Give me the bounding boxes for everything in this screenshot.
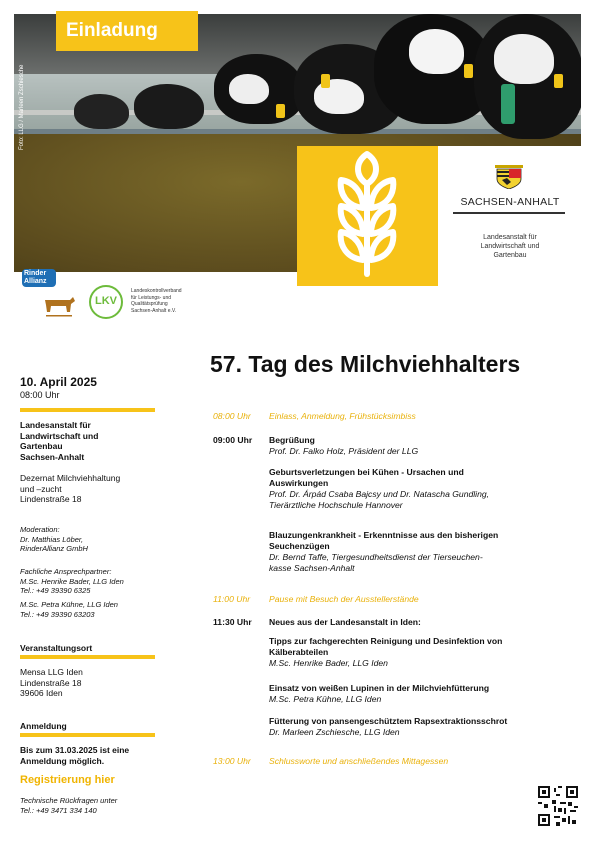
department: Dezernat Milchviehhaltung und –zucht Lindenstraße 18: [20, 473, 121, 504]
qr-code-icon[interactable]: [538, 786, 578, 826]
event-time: 08:00 Uhr: [20, 390, 60, 400]
divider: [453, 212, 565, 214]
state-name: SACHSEN-ANHALT: [460, 196, 560, 208]
invitation-tag: Einladung: [56, 11, 198, 51]
rinderallianz-logo: Rinder Allianz: [22, 269, 56, 287]
tech-contact: Technische Rückfragen unter Tel.: +49 3471 334 140: [20, 796, 118, 815]
cow-icon: [42, 292, 76, 320]
moderation: Moderation: Dr. Matthias Löber, RinderAllianz GmbH: [20, 525, 88, 553]
wheat-icon: [297, 146, 438, 286]
event-date: 10. April 2025: [20, 375, 97, 389]
lkv-logo: LKV: [89, 285, 123, 319]
page-title: 57. Tag des Milchviehhalters: [210, 351, 521, 377]
venue-heading: Veranstaltungsort: [20, 643, 93, 653]
sachsen-anhalt-crest-icon: [494, 165, 524, 189]
organizer: Landesanstalt für Landwirtschaft und Gartenbau Sachsen-Anhalt: [20, 420, 99, 462]
agency-name: Landesanstalt für Landwirtschaft und Gartenbau: [480, 234, 540, 259]
photo-credit: Foto: LLG / Marleen Zschiesche: [19, 64, 25, 150]
venue-address: Mensa LLG Iden Lindenstraße 18 39606 Iden: [20, 667, 83, 698]
accent-bar: [20, 655, 155, 659]
registration-deadline: Bis zum 31.03.2025 ist eine Anmeldung möglich.: [20, 745, 130, 766]
contact-bader: Fachliche Ansprechpartner: M.Sc. Henrike Bader, LLG Iden Tel.: +49 39390 6325: [20, 567, 124, 595]
registration-link[interactable]: Registrierung hier: [20, 774, 115, 786]
accent-bar: [20, 408, 155, 412]
lkv-name: Landeskontrollverband für Leistungs- und Qualitätsprüfung Sachsen-Anhalt e.V.: [131, 288, 182, 314]
contact-kuehne: M.Sc. Petra Kühne, LLG Iden Tel.: +49 39390 63203: [20, 600, 118, 619]
accent-bar: [20, 733, 155, 737]
registration-heading: Anmeldung: [20, 721, 67, 731]
wheat-icon-panel: [297, 146, 438, 286]
